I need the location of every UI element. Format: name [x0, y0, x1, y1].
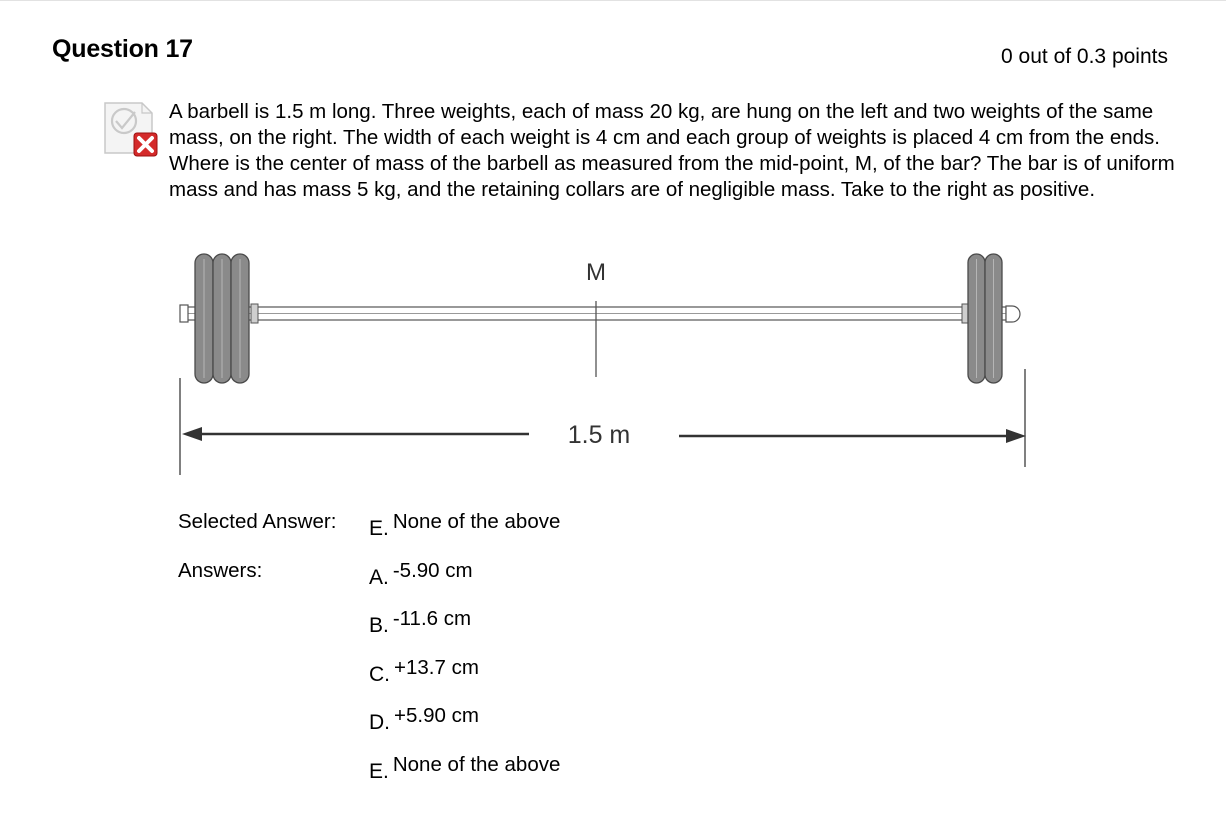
- right-end-cap: [1006, 306, 1020, 322]
- answer-text: None of the above: [392, 753, 561, 776]
- answer-text: -5.90 cm: [392, 559, 473, 582]
- question-text: A barbell is 1.5 m long. Three weights, each of mass 20 kg, are hung on the left and two weights of the same mass, on the right. The width of each weight is 4 cm and each group of weights is placed 4 cm from the ends. Where is the center of mass of the barbell as measured from the mid-point, M, of the bar? The bar is of uniform mass and has mass 5 kg, and the retaining collars are of negligible mass. Take to the right as positive.: [169, 100, 1175, 201]
- answer-text: -11.6 cm: [392, 607, 472, 630]
- answer-choice-d: [369, 704, 479, 734]
- selected-answer-text: None of the above: [392, 510, 561, 533]
- selected-answer-letter: E.: [369, 517, 389, 540]
- answer-letter: E.: [369, 760, 389, 783]
- midpoint-label: M: [586, 259, 606, 286]
- answer-choice-e: [369, 753, 561, 783]
- answers-label: Answers:: [178, 559, 263, 582]
- answer-choice-a: [369, 559, 473, 589]
- selected-answer-label: Selected Answer:: [178, 510, 337, 533]
- answer-letter: D.: [369, 711, 390, 734]
- selected-answer: [369, 510, 561, 540]
- answer-letter: B.: [369, 614, 389, 637]
- question-title: Question 17: [52, 35, 193, 63]
- answer-text: +5.90 cm: [394, 704, 479, 727]
- answer-choice-c: [369, 656, 479, 686]
- answer-text: +13.7 cm: [394, 656, 479, 679]
- left-collar: [251, 304, 258, 323]
- left-end-cap: [180, 305, 188, 322]
- question-points: 0 out of 0.3 points: [1001, 45, 1168, 68]
- barbell-figure: [170, 245, 1040, 475]
- answer-letter: C.: [369, 663, 390, 686]
- length-label: 1.5 m: [567, 421, 631, 449]
- answer-letter: A.: [369, 566, 389, 589]
- answer-choice-b: [369, 607, 472, 637]
- top-divider: [0, 0, 1226, 1]
- incorrect-icon: [102, 99, 160, 157]
